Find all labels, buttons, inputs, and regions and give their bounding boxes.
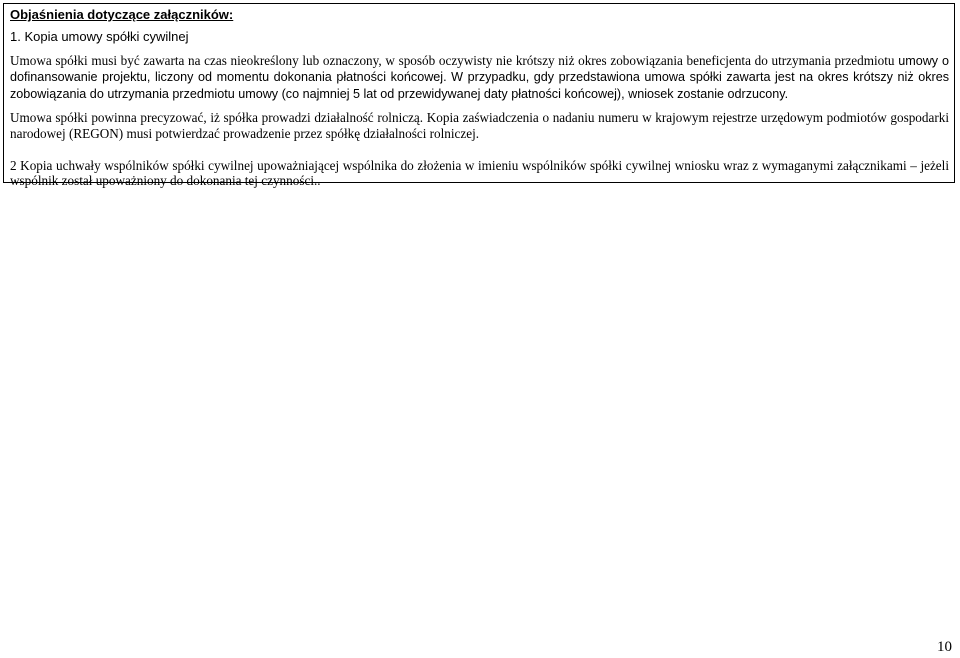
p1-part2: umowy o dofinansowanie projektu, liczony od momentu dokonania płatności końcowej. xyxy=(10,53,949,85)
section-2-paragraph: 2 Kopia uchwały wspólników spółki cywilnej upoważniającej wspólnika do złożenia w imieniu wspólników spółki cywilnej wniosku wraz z wymaganymi załącznikami – jeżeli wspólnik został upoważniony do dokonania tej czynności.. xyxy=(10,157,949,189)
explanations-heading: Objaśnienia dotyczące załączników: xyxy=(10,7,234,22)
p1-part1: Umowa spółki musi być zawarta na czas nieokreślony lub oznaczony, w sposób oczywisty nie krótszy niż okres zobowiązania beneficjenta do utrzymania przedmiotu xyxy=(10,52,899,68)
page-number: 10 xyxy=(937,639,952,655)
section-1-title: 1. Kopia umowy spółki cywilnej xyxy=(10,28,189,44)
section-1-paragraph-2: Umowa spółki powinna precyzować, iż spółka prowadzi działalność rolniczą. Kopia zaświadczenia o nadaniu numeru w krajowym rejestrze urzędowym podmiotów gospodarki narodowej (REGON) musi potwierdzać prowadzenie przez spółkę działalności rolniczej. xyxy=(10,109,949,141)
section-1-paragraph-1 xyxy=(10,53,949,103)
explanations-box xyxy=(3,3,955,189)
p1-part3: W przypadku, gdy przedstawiona umowa spółki zawarta jest na okres krótszy niż okres zobowiązania do utrzymania przedmiotu umowy (co najmniej 5 lat od przewidywanej daty płatności końcowej), wniosek zostanie odrzucony. xyxy=(10,70,950,102)
